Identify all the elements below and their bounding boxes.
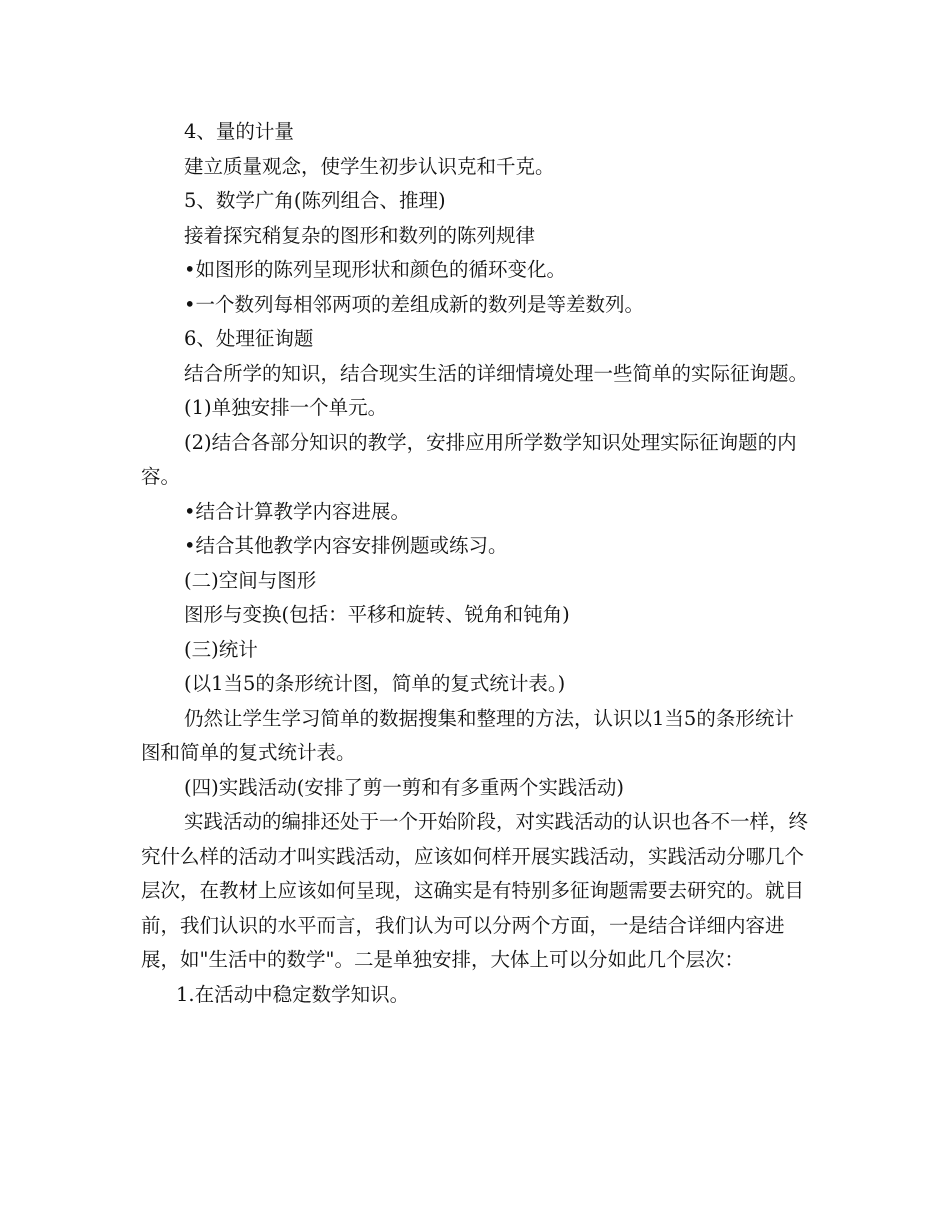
document-body: [141, 115, 811, 1012]
paragraph: (以1当5的条形统计图，简单的复式统计表。): [184, 672, 566, 695]
heading-practice-activities: (四)实践活动(安排了剪一剪和有多重两个实践活动): [184, 775, 624, 799]
heading-math-wide-angle: 5、数学广角(陈列组合、推理): [184, 189, 446, 212]
list-item: 1.在活动中稳定数学知识。: [176, 982, 410, 1006]
paragraph: 结合所学的知识，结合现实生活的详细情境处理一些简单的实际征询题。: [184, 361, 809, 385]
paragraph: 接着探究稍复杂的图形和数列的陈列规律: [184, 223, 536, 247]
paragraph: 图形与变换(包括：平移和旋转、锐角和钝角): [184, 603, 570, 626]
list-item: (2)结合各部分知识的教学，安排应用所学数学知识处理实际征询题的内容。: [141, 430, 797, 488]
heading-space-and-shapes: (二)空间与图形: [184, 568, 317, 592]
bullet-item: •如图形的陈列呈现形状和颜色的循环变化。: [184, 258, 567, 281]
heading-statistics: (三)统计: [184, 637, 258, 661]
heading-measurement: 4、量的计量: [184, 120, 294, 143]
paragraph: 实践活动的编排还处于一个开始阶段，对实践活动的认识也各不一样，终究什么样的活动才叫实践活动，应该如何样开展实践活动，实践活动分哪几个层次，在教材上应该如何呈现，这确实是有特别多征询题需要去研究的。就目前，我们认识的水平而言，我们认为可以分两个方面，一是结合详细内容进展，如"生活中的数学"。二是单独安排，大体上可以分如此几个层次：: [141, 810, 809, 971]
bullet-item: •结合计算教学内容进展。: [184, 499, 411, 523]
paragraph: 建立质量观念，使学生初步认识克和千克。: [184, 154, 555, 178]
list-item: (1)单独安排一个单元。: [184, 396, 388, 419]
bullet-item: •结合其他教学内容安排例题或练习。: [184, 534, 508, 557]
heading-problem-solving: 6、处理征询题: [184, 327, 314, 350]
paragraph: 仍然让学生学习简单的数据搜集和整理的方法，认识以1当5的条形统计图和简单的复式统计表。: [141, 706, 794, 764]
bullet-item: •一个数列每相邻两项的差组成新的数列是等差数列。: [184, 292, 645, 316]
